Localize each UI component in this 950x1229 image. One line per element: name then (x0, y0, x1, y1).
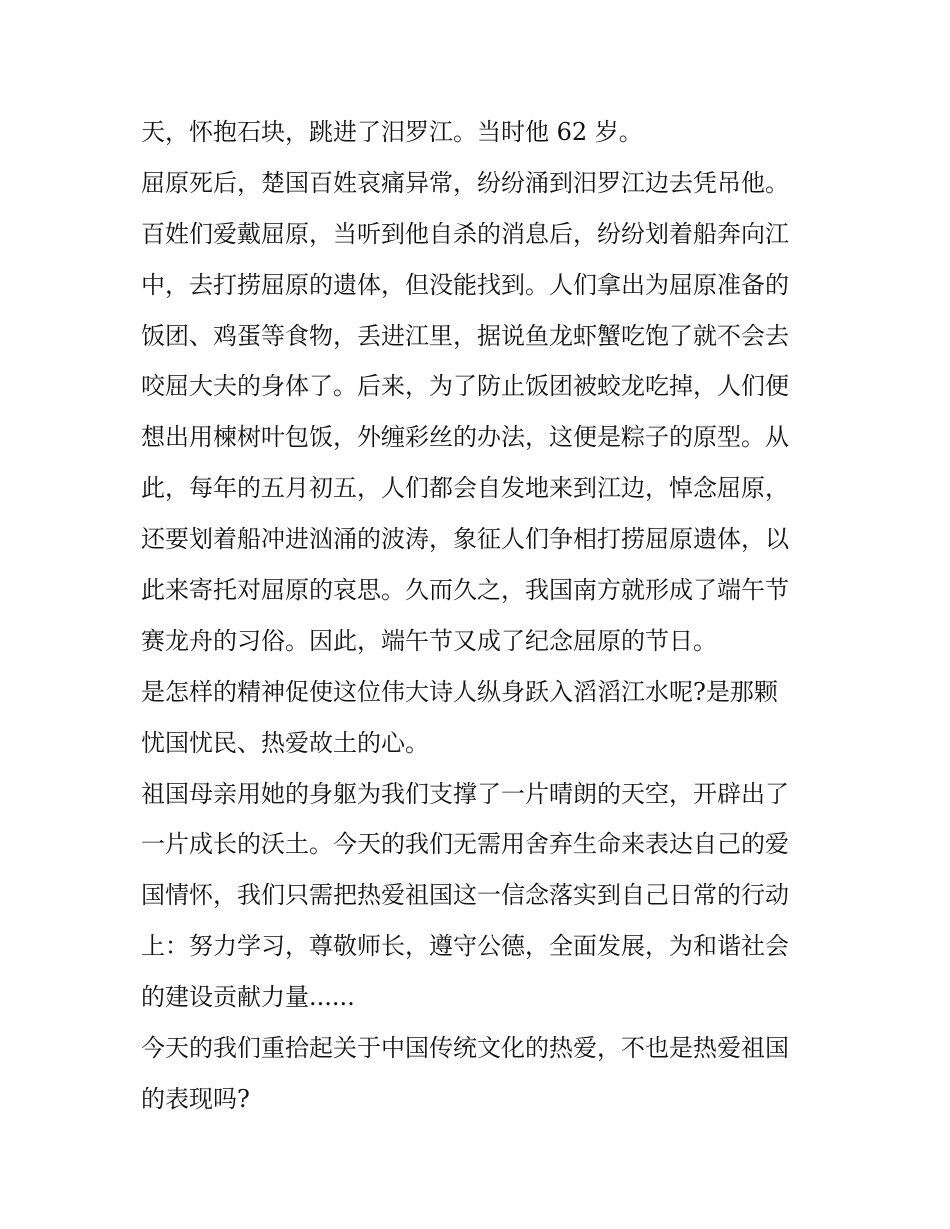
text-line: 还要划着船冲进汹涌的波涛，象征人们争相打捞屈原遗体，以 (141, 525, 789, 554)
text-line: 此来寄托对屈原的哀思。久而久之，我国南方就形成了端午节 (141, 576, 789, 605)
text-line: 今天的我们重拾起关于中国传统文化的热爱，不也是热爱祖国 (141, 1034, 789, 1063)
text-line: 忧国忧民、热爱故土的心。 (141, 728, 429, 757)
text-line: 上：努力学习，尊敬师长，遵守公德，全面发展，为和谐社会 (141, 932, 789, 961)
text-line: 中，去打捞屈原的遗体，但没能找到。人们拿出为屈原准备的 (141, 270, 789, 299)
text-line: 百姓们爱戴屈原，当听到他自杀的消息后，纷纷划着船奔向江 (141, 219, 789, 248)
text-line: 饭团、鸡蛋等食物，丢进江里，据说鱼龙虾蟹吃饱了就不会去 (141, 321, 789, 350)
text-line: 天，怀抱石块，跳进了汨罗江。当时他 62 岁。 (141, 118, 643, 146)
text-line: 赛龙舟的习俗。因此，端午节又成了纪念屈原的节日。 (141, 626, 717, 655)
text-line: 一片成长的沃土。今天的我们无需用舍弃生命来表达自己的爱 (141, 830, 789, 859)
text-line: 的表现吗? (141, 1084, 250, 1113)
text-line: 此，每年的五月初五，人们都会自发地来到江边，悼念屈原， (141, 474, 789, 503)
text-line: 祖国母亲用她的身躯为我们支撑了一片晴朗的天空，开辟出了 (141, 779, 789, 808)
text-line: 的建设贡献力量...... (141, 983, 355, 1012)
text-line: 想出用楝树叶包饭，外缠彩丝的办法，这便是粽子的原型。从 (141, 423, 789, 452)
text-line: 咬屈大夫的身体了。后来，为了防止饭团被蛟龙吃掉，人们便 (141, 372, 789, 401)
text-line: 屈原死后，楚国百姓哀痛异常，纷纷涌到汨罗江边去凭吊他。 (141, 168, 789, 197)
text-line: 是怎样的精神促使这位伟大诗人纵身跃入滔滔江水呢?是那颗 (141, 677, 778, 706)
body-text (141, 107, 813, 1125)
text-line: 国情怀，我们只需把热爱祖国这一信念落实到自己日常的行动 (141, 881, 789, 910)
